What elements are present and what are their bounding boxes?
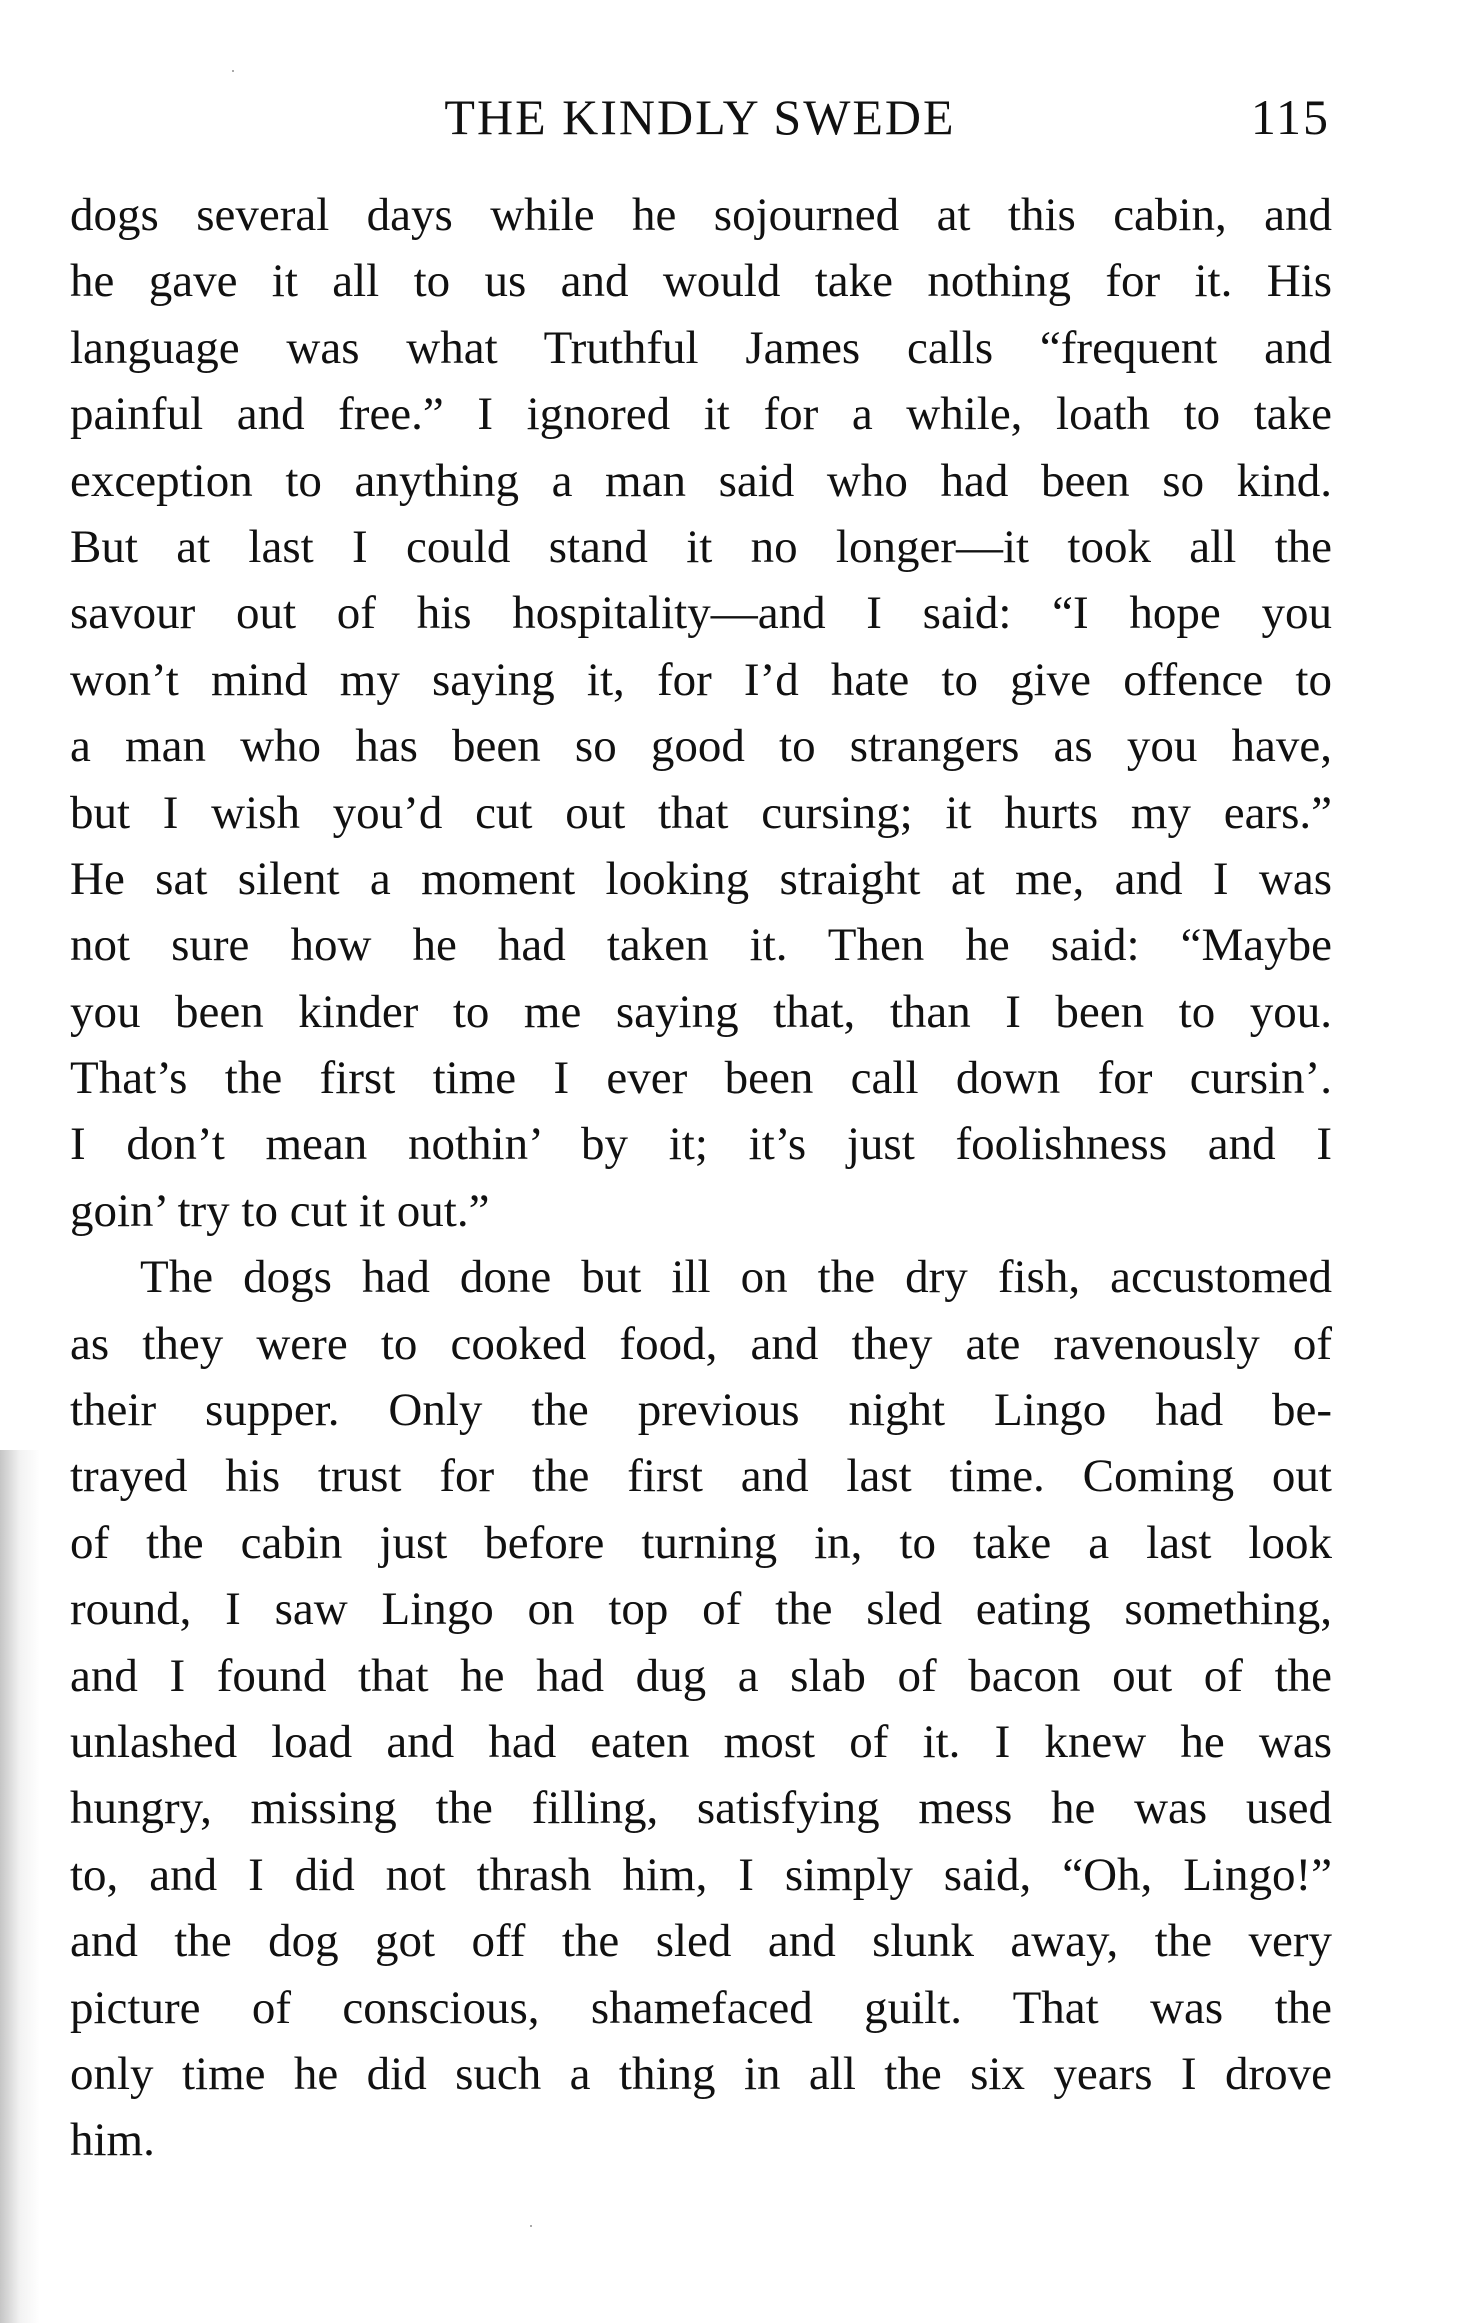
running-title: THE KINDLY SWEDE — [444, 89, 956, 145]
text-line: trayed his trust for the first and last time. Coming out — [70, 1450, 1332, 1503]
text-line: and I found that he had dug a slab of bacon out of the — [70, 1649, 1332, 1702]
text-line: That’s the first time I ever been call down for cursin’. — [70, 1052, 1332, 1105]
text-line: language was what Truthful James calls “frequent and — [70, 321, 1332, 374]
text-line: of the cabin just before turning in, to take a last look — [70, 1516, 1332, 1569]
text-line: you been kinder to me saying that, than I been to you. — [70, 985, 1332, 1038]
scan-speck — [530, 2225, 532, 2227]
text-line: dogs several days while he sojourned at this cabin, and — [70, 189, 1332, 241]
text-line: to, and I did not thrash him, I simply said, “Oh, Lingo!” — [70, 1848, 1332, 1901]
text-line: goin’ try to cut it out.” — [70, 1184, 490, 1237]
text-line: a man who has been so good to strangers as you have, — [70, 720, 1332, 773]
text-line: only time he did such a thing in all the six years I drove — [70, 2047, 1332, 2100]
text-line: savour out of his hospitality—and I said: “I hope you — [70, 587, 1332, 640]
scan-speck — [232, 70, 234, 72]
scan-edge-shadow — [0, 1450, 40, 2323]
paragraph — [70, 1244, 1332, 2173]
text-line: unlashed load and had eaten most of it. I knew he was — [70, 1715, 1332, 1768]
text-line: not sure how he had taken it. Then he said: “Maybe — [70, 919, 1332, 972]
text-line: their supper. Only the previous night Lingo had be- — [70, 1384, 1332, 1437]
text-line: won’t mind my saying it, for I’d hate to give offence to — [70, 653, 1332, 706]
text-line: He sat silent a moment looking straight at me, and I was — [70, 852, 1332, 905]
text-line: he gave it all to us and would take nothing for it. His — [70, 255, 1332, 308]
text-line: hungry, missing the filling, satisfying mess he was used — [70, 1782, 1332, 1835]
body-text — [70, 182, 1332, 2174]
text-line: picture of conscious, shamefaced guilt. That was the — [70, 1981, 1332, 2034]
text-line: But at last I could stand it no longer—it took all the — [70, 520, 1332, 573]
text-line: but I wish you’d cut out that cursing; it hurts my ears.” — [70, 786, 1332, 839]
text-line: him. — [70, 2114, 155, 2167]
page-number: 115 — [1250, 89, 1330, 145]
text-line: I don’t mean nothin’ by it; it’s just foolishness and I — [70, 1118, 1332, 1171]
text-line: The dogs had done but ill on the dry fish, accustomed — [140, 1251, 1332, 1304]
text-line: exception to anything a man said who had been so kind. — [70, 454, 1332, 507]
text-line: round, I saw Lingo on top of the sled eating something, — [70, 1583, 1332, 1636]
text-line: and the dog got off the sled and slunk away, the very — [70, 1915, 1332, 1968]
text-line: painful and free.” I ignored it for a while, loath to take — [70, 388, 1332, 441]
text-line: as they were to cooked food, and they ate ravenously of — [70, 1317, 1332, 1370]
paragraph — [70, 182, 1332, 1244]
running-head — [70, 82, 1330, 152]
